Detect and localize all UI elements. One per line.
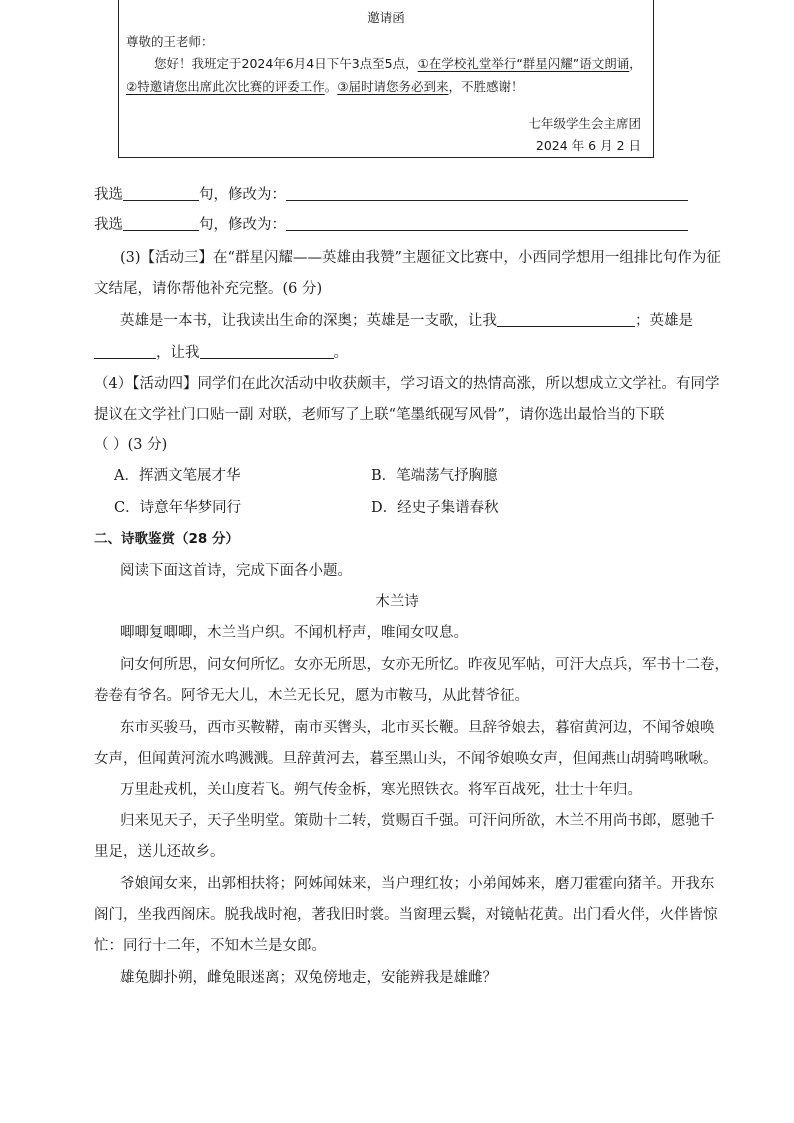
section-intro: 阅读下面这首诗，完成下面各小题。 xyxy=(120,563,352,579)
invitation-date: 2024 年 6 月 2 日 xyxy=(535,138,641,153)
q4-prompt-line-1: （4）【活动四】同学们在此次活动中收获颇丰，学习语文的热情高涨，所以想成立文学社。有同学 xyxy=(94,376,720,392)
answer-blank[interactable] xyxy=(94,343,156,359)
invitation-body xyxy=(126,52,648,98)
invitation-box xyxy=(118,0,654,158)
answer-blank[interactable] xyxy=(200,343,334,359)
answer-blank[interactable] xyxy=(123,215,199,231)
invitation-text: ， xyxy=(629,56,642,71)
answer-blank[interactable] xyxy=(123,185,199,201)
answer-label: 句，修改为： xyxy=(199,187,286,203)
invitation-title: 邀请函 xyxy=(367,10,405,25)
invitation-text: 您好！我班定于2024年6月4日下午3点至5点， xyxy=(154,56,418,71)
poem-line: 万里赴戎机，关山度若飞。朔气传金柝，寒光照铁衣。将军百战死，壮士十年归。 xyxy=(120,782,642,798)
invitation-sentence-3: ③届时请您务必到来 xyxy=(337,79,449,94)
q3-text: ；英雄是 xyxy=(635,313,693,329)
answer-blank[interactable] xyxy=(286,185,688,201)
answer-blank[interactable] xyxy=(286,215,688,231)
poem-line: 问女何所思，问女何所忆。女亦无所思，女亦无所忆。昨夜见军帖，可汗大点兵，军书十二卷， xyxy=(120,657,729,673)
invitation-text: 。 xyxy=(324,79,338,94)
poem-line: 归来见天子，天子坐明堂。策勋十二转，赏赐百千强。可汗问所欲，木兰不用尚书郎，愿驰千 xyxy=(120,813,715,829)
answer-line-2 xyxy=(94,213,688,234)
answer-label: 我选 xyxy=(94,187,123,203)
invitation-sentence-2: ②特邀请您出席此次比赛的评委工作 xyxy=(126,79,325,94)
section-heading: 二、诗歌鉴赏（28 分） xyxy=(94,531,239,547)
q3-text: ，让我 xyxy=(156,345,200,361)
poem-line: 女声，但闻黄河流水鸣溅溅。旦辞黄河去，暮至黑山头，不闻爷娘唤女声，但闻燕山胡骑鸣啾啾。 xyxy=(94,751,718,767)
invitation-text: ，不胜感谢！ xyxy=(448,79,524,94)
invitation-sentence-1: ①在学校礼堂举行“群星闪耀”语文朗诵 xyxy=(417,56,630,71)
answer-blank[interactable] xyxy=(497,311,635,327)
q3-answer-line-2 xyxy=(94,341,348,362)
poem-line: 卷卷有爷名。阿爷无大儿，木兰无长兄，愿为市鞍马，从此替爷征。 xyxy=(94,688,529,704)
poem-line: 忙：同行十二年，不知木兰是女郎。 xyxy=(94,938,326,954)
option-b[interactable]: B．笔端荡气抒胸臆 xyxy=(371,468,498,484)
q4-answer-bracket: （ ）(3 分) xyxy=(94,437,168,453)
poem-line: 雄兔脚扑朔，雌兔眼迷离；双兔傍地走，安能辨我是雄雌？ xyxy=(120,970,497,986)
q3-answer-line-1 xyxy=(120,309,693,330)
option-d[interactable]: D．经史子集谱春秋 xyxy=(371,500,499,516)
q3-prompt-line-2: 文结尾，请你帮他补充完整。(6 分) xyxy=(94,281,323,297)
option-c[interactable]: C．诗意年华梦同行 xyxy=(114,500,242,516)
poem-line: 阁门，坐我西阁床。脱我战时袍，著我旧时裳。当窗理云鬓，对镜帖花黄。出门看火伴，火伴皆惊 xyxy=(94,907,718,923)
poem-title: 木兰诗 xyxy=(375,594,419,610)
poem-line: 东市买骏马，西市买鞍鞯，南市买辔头，北市买长鞭。旦辞爷娘去，暮宿黄河边，不闻爷娘唤 xyxy=(120,720,715,736)
q3-text: 英雄是一本书，让我读出生命的深奥；英雄是一支歌，让我 xyxy=(120,313,497,329)
q4-prompt-line-2: 提议在文学社门口贴一副 对联，老师写了上联“笔墨纸砚写风骨”，请你选出最恰当的下联 xyxy=(94,407,665,423)
answer-line-1 xyxy=(94,183,688,204)
option-a[interactable]: A．挥洒文笔展才华 xyxy=(114,468,241,484)
answer-label: 句，修改为： xyxy=(199,217,286,233)
q3-text: 。 xyxy=(333,345,348,361)
invitation-signature: 七年级学生会主席团 xyxy=(528,116,641,131)
q3-prompt-line-1: (3)【活动三】在“群星闪耀——英雄由我赞”主题征文比赛中，小西同学想用一组排比句作为征 xyxy=(120,250,721,266)
poem-line: 里足，送儿还故乡。 xyxy=(94,844,225,860)
poem-line: 爷娘闻女来，出郭相扶将；阿姊闻妹来，当户理红妆；小弟闻姊来，磨刀霍霍向猪羊。开我东 xyxy=(120,876,715,892)
invitation-greeting: 尊敬的王老师： xyxy=(126,34,214,49)
answer-label: 我选 xyxy=(94,217,123,233)
poem-line: 唧唧复唧唧，木兰当户织。不闻机杼声，唯闻女叹息。 xyxy=(120,625,468,641)
